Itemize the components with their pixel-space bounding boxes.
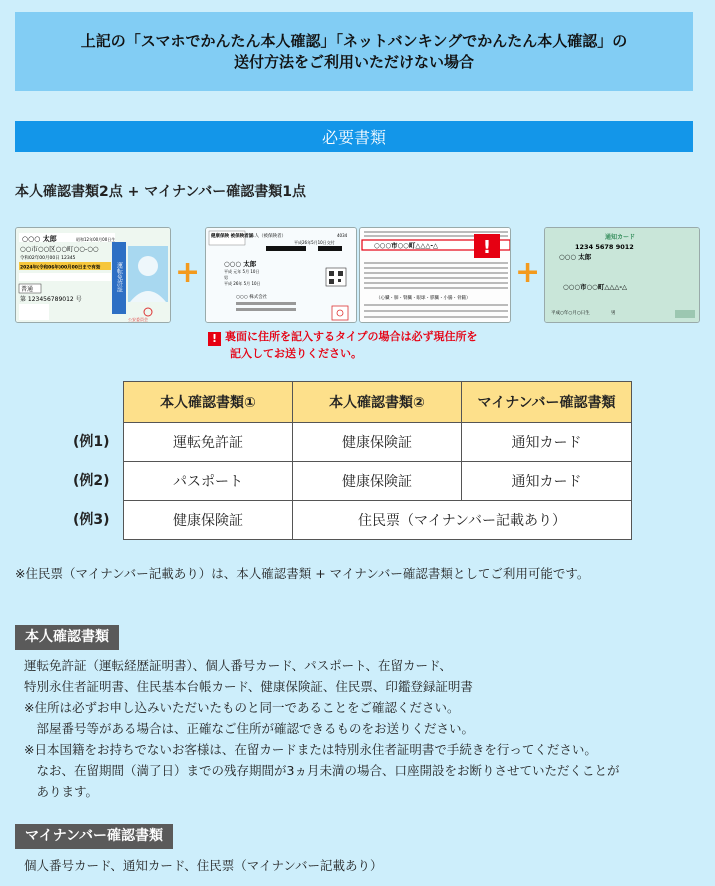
plus-icon: + xyxy=(515,255,541,290)
notification-card-image xyxy=(544,227,700,323)
table-cell: 通知カード xyxy=(462,462,632,501)
notice-heading: 通知カード xyxy=(605,234,636,241)
address-warning xyxy=(208,329,477,362)
resident-card-note: ※住民票（マイナンバー記載あり）は、本人確認書類 + マイナンバー確認書類としてご利用可能です。 xyxy=(15,566,590,581)
table-header-cell: 本人確認書類① xyxy=(124,382,293,423)
table-row xyxy=(124,423,632,462)
license-valid: 2024年(令和06年)00月00日まで有効 xyxy=(20,265,101,271)
warning-line1: 裏面に住所を記入するタイプの場合は必ず現住所を xyxy=(225,330,478,343)
section-bar-label: 必要書類 xyxy=(321,128,386,147)
notice-number: 1234 5678 9012 xyxy=(575,243,634,251)
license-name: ○○○ 太郎 xyxy=(22,235,57,243)
table-row xyxy=(124,501,632,540)
notice-address: ○○○市○○町△△△-△ xyxy=(563,283,628,291)
health-sub: 本人（被保険者） xyxy=(250,234,286,239)
table-cell: 健康保険証 xyxy=(293,462,462,501)
health-sex: 男 xyxy=(224,275,228,280)
health-date: 平成26年5月10日交付 xyxy=(294,240,335,245)
table-cell: 健康保険証 xyxy=(124,501,293,540)
health-insurance-image xyxy=(205,227,357,323)
mynumber-docs-line: 個人番号カード、通知カード、住民票（マイナンバー記載あり） xyxy=(24,858,383,873)
table-cell: 健康保険証 xyxy=(293,423,462,462)
table-cell: 通知カード xyxy=(462,423,632,462)
combo-text: 本人確認書類2点 + マイナンバー確認書類1点 xyxy=(15,184,306,200)
identity-docs-line: あります。 xyxy=(24,784,99,799)
health-employer: ○○○ 株式会社 xyxy=(236,295,268,300)
drivers-license-image xyxy=(15,227,171,323)
card-back-image xyxy=(359,227,511,323)
warning-icon: ! xyxy=(208,332,221,346)
health-name: ○○○ 太郎 xyxy=(224,260,257,268)
license-address: ○○市○○区○○町○○-○○ xyxy=(20,245,99,253)
license-number: 第 123456789012 号 xyxy=(20,296,82,303)
back-footer: （心臓・肺・腎臓・眼球・膵臓・小腸・骨髄） xyxy=(376,296,471,301)
identity-docs-line: なお、在留期間（満了日）までの残存期間が3ヵ月未満の場合、口座開設をお断りさせていただくことが xyxy=(24,763,620,778)
examples-table xyxy=(123,381,632,540)
section-bar-required-docs xyxy=(15,121,693,152)
identity-docs-heading: 本人確認書類 xyxy=(15,625,119,650)
identity-docs-line: 部屋番号等がある場合は、正確なご住所が確認できるものをお送りください。 xyxy=(24,721,475,736)
page-heading-line2: 送付方法をご利用いただけない場合 xyxy=(233,52,474,71)
alert-icon-mark: ! xyxy=(482,237,492,258)
table-header-row xyxy=(124,382,632,423)
license-kind: 普通 xyxy=(21,286,34,293)
identity-docs-line: ※住所は必ずお申し込みいただいたものと同一であることをご確認ください。 xyxy=(24,700,460,715)
notice-name: ○○○ 太郎 xyxy=(559,253,592,261)
back-address: ○○○市○○町△△△-△ xyxy=(374,241,439,250)
table-cell: 運転免許証 xyxy=(124,423,293,462)
license-vertical-label: 運転免許証 xyxy=(115,262,123,292)
table-row xyxy=(124,462,632,501)
example-label-2: (例2) xyxy=(73,473,110,489)
identity-docs-line: 特別永住者証明書、住民基本台帳カード、健康保険証、住民票、印鑑登録証明書 xyxy=(24,679,473,694)
table-header-cell: 本人確認書類② xyxy=(293,382,462,423)
identity-docs-line: ※日本国籍をお持ちでないお客様は、在留カードまたは特別永住者証明書で手続きを行ってください。 xyxy=(24,742,597,757)
license-authority: 公安委員会 xyxy=(128,317,148,322)
example-label-3: (例3) xyxy=(73,512,110,528)
plus-icon: + xyxy=(175,255,201,290)
health-heading: 健康保険 被保険者証 xyxy=(211,234,254,239)
license-issued: 令和02年00月00日 12345 xyxy=(20,256,76,261)
identity-docs-line: 運転免許証（運転経歴証明書）、個人番号カード、パスポート、在留カード、 xyxy=(24,658,452,673)
health-acquired: 平成 26年 5月 10日 xyxy=(224,281,261,286)
identity-docs-list xyxy=(24,655,619,802)
table-cell: パスポート xyxy=(124,462,293,501)
page-heading-line1: 上記の「スマホでかんたん本人確認」「ネットバンキングでかんたん本人確認」の xyxy=(80,31,628,50)
example-label-1: (例1) xyxy=(73,434,110,450)
notice-birth: 平成○年○月○日生 xyxy=(551,311,590,316)
mynumber-docs-heading: マイナンバー確認書類 xyxy=(15,824,173,849)
license-birth: 昭和12年00月00日生 xyxy=(76,237,116,242)
health-birth: 平成 元年 5月 10日 xyxy=(224,269,260,274)
page-heading xyxy=(15,12,693,91)
table-cell: 住民票（マイナンバー記載あり） xyxy=(293,501,632,540)
health-code: 4034 xyxy=(337,233,348,238)
table-header-cell: マイナンバー確認書類 xyxy=(462,382,632,423)
notice-sex: 男 xyxy=(611,311,616,316)
warning-line2: 記入してお送りください。 xyxy=(230,347,362,360)
